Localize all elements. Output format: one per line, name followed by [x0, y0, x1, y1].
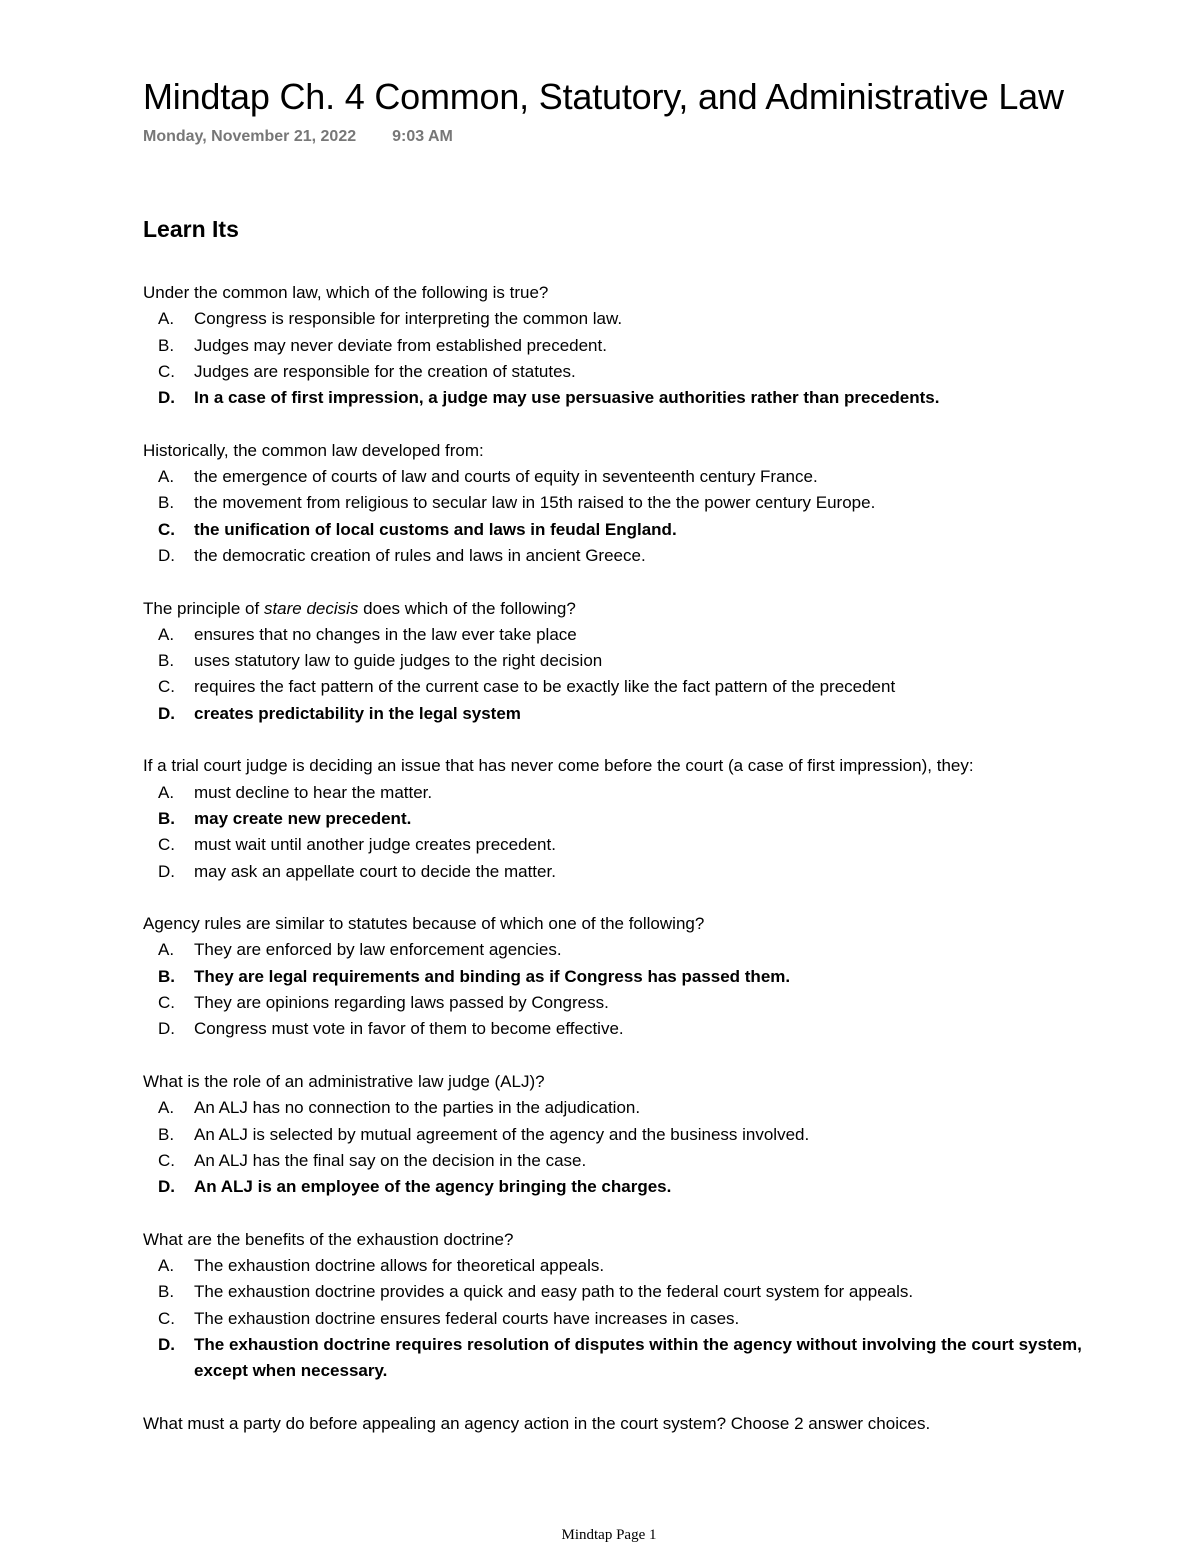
option-text: must decline to hear the matter.	[194, 782, 433, 802]
option-text: An ALJ has the final say on the decision in the case.	[194, 1150, 587, 1170]
option-text: may create new precedent.	[194, 808, 412, 828]
answer-options	[143, 1095, 1103, 1200]
question-text-part: does which of the following?	[358, 598, 576, 618]
answer-option	[143, 543, 1103, 569]
answer-option	[143, 359, 1103, 385]
answer-option	[143, 622, 1103, 648]
option-letter: C.	[158, 361, 175, 381]
question-block	[143, 1069, 1103, 1200]
option-letter: D.	[158, 861, 175, 881]
option-letter: C.	[158, 835, 175, 855]
question-text: Under the common law, which of the following is true?	[143, 283, 549, 302]
option-letter: D.	[158, 388, 175, 408]
option-text: The exhaustion doctrine allows for theoretical appeals.	[194, 1255, 605, 1275]
option-letter: A.	[158, 1098, 175, 1118]
option-text: the democratic creation of rules and laws in ancient Greece.	[194, 545, 646, 565]
option-letter: B.	[158, 335, 175, 355]
option-text: The exhaustion doctrine requires resolution of disputes within the agency without involving the court system, except when necessary.	[194, 1334, 1082, 1381]
question-block	[143, 1411, 1103, 1437]
answer-options	[143, 1253, 1103, 1384]
option-letter: A.	[158, 467, 175, 487]
question-text-italic: stare decisis	[263, 598, 359, 618]
option-letter: D.	[158, 1334, 175, 1354]
answer-option-correct	[143, 517, 1103, 543]
option-text: the unification of local customs and laws in feudal England.	[194, 519, 677, 539]
option-text: may ask an appellate court to decide the matter.	[194, 861, 556, 881]
answer-option-correct	[143, 1332, 1103, 1385]
option-text: An ALJ is an employee of the agency bringing the charges.	[194, 1177, 672, 1197]
option-text: creates predictability in the legal system	[194, 703, 521, 723]
answer-option	[143, 648, 1103, 674]
option-letter: A.	[158, 624, 175, 644]
option-text: The exhaustion doctrine ensures federal courts have increases in cases.	[194, 1308, 740, 1328]
answer-option	[143, 1306, 1103, 1332]
question-block	[143, 1227, 1103, 1385]
footer-label: Mindtap Page 1	[561, 1527, 657, 1543]
page-footer	[0, 1527, 1200, 1544]
option-text: Congress is responsible for interpreting the common law.	[194, 309, 623, 329]
answer-option	[143, 1253, 1103, 1279]
option-letter: B.	[158, 1282, 175, 1302]
option-text: They are legal requirements and binding as if Congress has passed them.	[194, 966, 791, 986]
question-block	[143, 596, 1103, 727]
section-heading: Learn Its	[143, 216, 239, 242]
option-letter: A.	[158, 1255, 175, 1275]
question-text	[143, 596, 1103, 622]
option-text: requires the fact pattern of the current case to be exactly like the fact pattern of the precedent	[194, 677, 896, 697]
answer-options	[143, 780, 1103, 885]
option-text: ensures that no changes in the law ever take place	[194, 624, 577, 644]
option-letter: D.	[158, 703, 175, 723]
option-text: must wait until another judge creates precedent.	[194, 835, 556, 855]
option-text: They are opinions regarding laws passed by Congress.	[194, 993, 609, 1013]
answer-options	[143, 306, 1103, 411]
option-letter: B.	[158, 966, 175, 986]
option-letter: B.	[158, 1124, 175, 1144]
option-letter: B.	[158, 808, 175, 828]
question-text: What must a party do before appealing an agency action in the court system? Choose 2 answer choices.	[143, 1413, 931, 1433]
question-text: What are the benefits of the exhaustion doctrine?	[143, 1229, 514, 1249]
page-timestamp	[143, 128, 453, 146]
answer-option-correct	[143, 1174, 1103, 1200]
answer-option	[143, 859, 1103, 885]
answer-option	[143, 780, 1103, 806]
answer-option	[143, 1148, 1103, 1174]
answer-option	[143, 832, 1103, 858]
answer-option	[143, 674, 1103, 700]
option-letter: A.	[158, 309, 175, 329]
option-letter: D.	[158, 1177, 175, 1197]
question-text: Agency rules are similar to statutes because of which one of the following?	[143, 914, 705, 934]
question-block	[143, 280, 1103, 411]
option-letter: A.	[158, 782, 175, 802]
option-letter: B.	[158, 651, 175, 671]
answer-option	[143, 1279, 1103, 1305]
question-list	[143, 280, 1103, 1463]
answer-option-correct	[143, 806, 1103, 832]
option-letter: C.	[158, 993, 175, 1013]
page-title: Mindtap Ch. 4 Common, Statutory, and Administrative Law	[143, 76, 1064, 117]
answer-option	[143, 306, 1103, 332]
option-text: They are enforced by law enforcement agencies.	[194, 940, 562, 960]
option-text: An ALJ is selected by mutual agreement of the agency and the business involved.	[194, 1124, 810, 1144]
question-text: Historically, the common law developed from:	[143, 440, 484, 460]
option-letter: C.	[158, 519, 175, 539]
page-time: 9:03 AM	[392, 128, 453, 145]
question-text: What is the role of an administrative law judge (ALJ)?	[143, 1071, 545, 1091]
answer-option	[143, 1095, 1103, 1121]
option-text: In a case of first impression, a judge may use persuasive authorities rather than precedents.	[194, 388, 940, 408]
answer-options	[143, 464, 1103, 569]
answer-option	[143, 990, 1103, 1016]
answer-options	[143, 937, 1103, 1042]
answer-option-correct	[143, 385, 1103, 411]
option-letter: D.	[158, 1019, 175, 1039]
question-text: If a trial court judge is deciding an issue that has never come before the court (a case of first impression), they:	[143, 756, 974, 776]
option-letter: B.	[158, 493, 175, 513]
option-text: Congress must vote in favor of them to become effective.	[194, 1019, 624, 1039]
option-letter: A.	[158, 940, 175, 960]
option-letter: C.	[158, 1308, 175, 1328]
option-letter: D.	[158, 545, 175, 565]
answer-option	[143, 1016, 1103, 1042]
answer-option-correct	[143, 964, 1103, 990]
option-letter: C.	[158, 677, 175, 697]
answer-option	[143, 490, 1103, 516]
page-date: Monday, November 21, 2022	[143, 128, 357, 145]
answer-option	[143, 464, 1103, 490]
question-block	[143, 911, 1103, 1042]
option-text: The exhaustion doctrine provides a quick and easy path to the federal court system for appeals.	[194, 1282, 914, 1302]
answer-option	[143, 937, 1103, 963]
question-text-part: The principle of	[143, 598, 264, 618]
answer-option	[143, 333, 1103, 359]
option-text: the movement from religious to secular law in 15th raised to the the power century Europe.	[194, 493, 876, 513]
answer-option-correct	[143, 701, 1103, 727]
option-text: Judges may never deviate from established precedent.	[194, 335, 607, 355]
question-block	[143, 438, 1103, 569]
option-text: Judges are responsible for the creation of statutes.	[194, 361, 576, 381]
answer-options	[143, 622, 1103, 727]
answer-option	[143, 1122, 1103, 1148]
option-text: An ALJ has no connection to the parties in the adjudication.	[194, 1098, 641, 1118]
question-block	[143, 753, 1103, 884]
option-text: uses statutory law to guide judges to the right decision	[194, 651, 603, 671]
option-letter: C.	[158, 1150, 175, 1170]
option-text: the emergence of courts of law and courts of equity in seventeenth century France.	[194, 467, 818, 487]
